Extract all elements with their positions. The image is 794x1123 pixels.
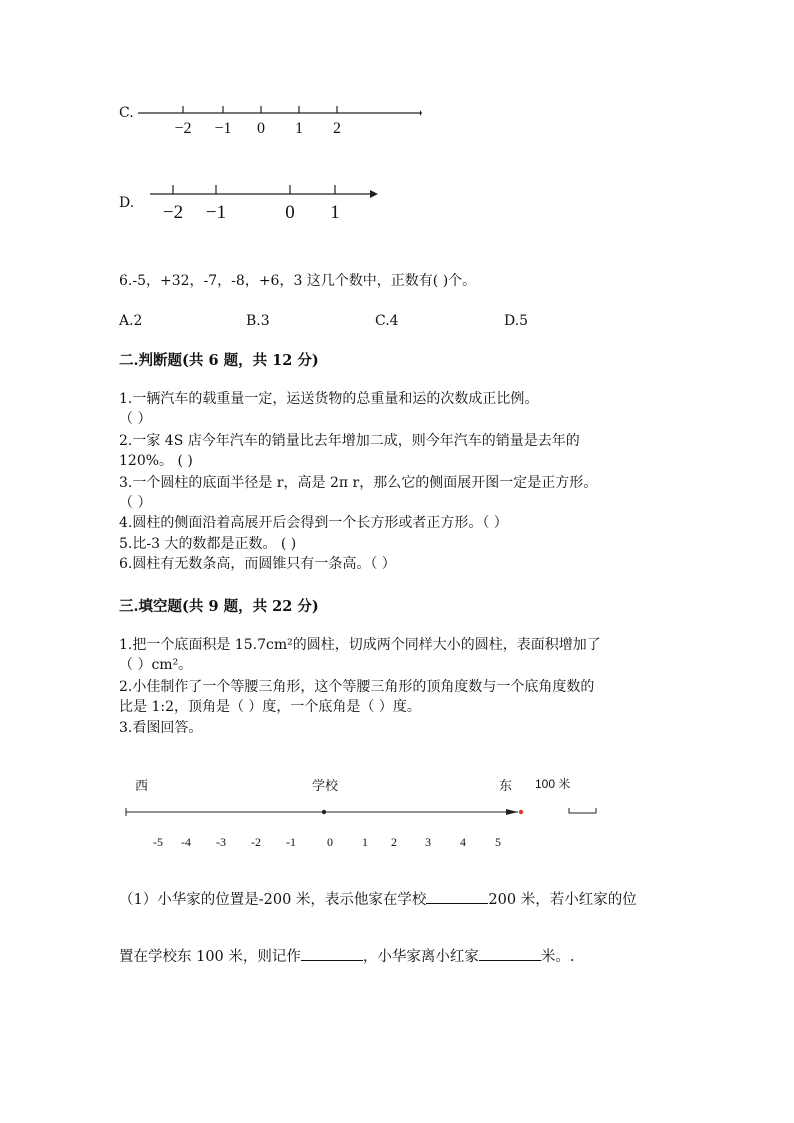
judge-item-2-cont: 120%。 ( ) (119, 453, 193, 469)
tick-label: -2 (251, 835, 261, 849)
tick-label: 2 (333, 120, 341, 137)
judge-item-3-paren: （ ） (119, 495, 152, 511)
tick-label: −2 (162, 202, 184, 223)
tick-label: −1 (214, 120, 232, 137)
east-end-dot (519, 810, 523, 814)
tick-label: 0 (285, 202, 295, 223)
judge-item-1-paren: （ ） (119, 411, 152, 427)
tick-label: 3 (425, 835, 431, 849)
school-dot (322, 810, 326, 814)
judge-item-3: 3.一个圆柱的底面半径是 r，高是 2π r，那么它的侧面展开图一定是正方形。 (119, 475, 598, 491)
subq-line2-a: 置在学校东 100 米，则记作 (119, 949, 301, 965)
tick-label: 1 (295, 120, 303, 137)
q6-stem: 6.-5，+32，-7，-8，+6，3 这几个数中，正数有( )个。 (119, 273, 477, 289)
tick-label: −2 (174, 120, 192, 137)
fill-q1: 1.把一个底面积是 15.7cm²的圆柱，切成两个同样大小的圆柱，表面积增加了 (119, 637, 601, 653)
q6-option-b: B.3 (246, 313, 270, 329)
arrow-head (506, 809, 518, 815)
tick-label: 2 (391, 835, 397, 849)
tick-label: −1 (205, 202, 227, 223)
section3-heading: 三.填空题(共 9 题，共 22 分) (119, 598, 319, 615)
scale-bar (569, 808, 596, 813)
tick-label: -5 (153, 835, 163, 849)
fill-q2-cont: 比是 1:2，顶角是（ ）度，一个底角是（ ）度。 (119, 699, 421, 715)
tick-label: 0 (257, 120, 265, 137)
tick-label: 0 (327, 835, 333, 849)
arrow-head (420, 110, 422, 116)
fill-q2: 2.小佳制作了一个等腰三角形，这个等腰三角形的顶角度数与一个底角度数的 (119, 679, 595, 695)
tick-label: 4 (460, 835, 466, 849)
answer-blank-2[interactable] (301, 946, 363, 961)
tick-label: -1 (286, 835, 296, 849)
option-d-label: D. (119, 195, 135, 211)
tick-label: -3 (216, 835, 226, 849)
tick-label: -4 (181, 835, 191, 849)
east-label: 东 (499, 778, 513, 793)
option-d-number-line (140, 183, 390, 228)
judge-item-1: 1.一辆汽车的载重量一定，运送货物的总重量和运的次数成正比例。 (119, 391, 539, 407)
judge-item-6: 6.圆柱有无数条高，而圆锥只有一条高。（ ） (119, 556, 396, 572)
tick-label: 1 (330, 202, 340, 223)
tick-label: 5 (495, 835, 501, 849)
judge-item-2: 2.一家 4S 店今年汽车的销量比去年增加二成，则今年汽车的销量是去年的 (119, 433, 580, 449)
subq-line2-c: 米。. (540, 949, 575, 965)
option-c-number-line (130, 100, 430, 140)
west-label: 西 (135, 778, 149, 793)
subq-line1-b: 200 米，若小红家的位 (488, 892, 637, 908)
subq-line1 (119, 889, 637, 910)
q6-option-d: D.5 (504, 313, 529, 329)
fill-q1-cont: （ ）cm²。 (119, 657, 193, 673)
arrow-head (370, 190, 378, 198)
q6-option-a: A.2 (119, 313, 143, 329)
q6-option-c: C.4 (375, 313, 399, 329)
subq-line2 (119, 946, 575, 967)
answer-blank-3[interactable] (479, 946, 541, 961)
section2-heading: 二.判断题(共 6 题，共 12 分) (119, 352, 319, 369)
judge-item-5: 5.比-3 大的数都是正数。 ( ) (119, 536, 297, 552)
scale-label: 100 米 (535, 777, 571, 791)
tick-label: 1 (362, 835, 368, 849)
subq-line2-b: ，小华家离小红家 (362, 949, 479, 965)
direction-number-line (118, 800, 608, 855)
subq-line1-a: （1）小华家的位置是-200 米，表示他家在学校 (119, 892, 427, 908)
fill-q3: 3.看图回答。 (119, 720, 203, 736)
school-label: 学校 (312, 778, 339, 793)
option-c-label: C. (119, 105, 134, 121)
answer-blank-1[interactable] (426, 889, 488, 904)
judge-item-4: 4.圆柱的侧面沿着高展开后会得到一个长方形或者正方形。（ ） (119, 515, 508, 531)
